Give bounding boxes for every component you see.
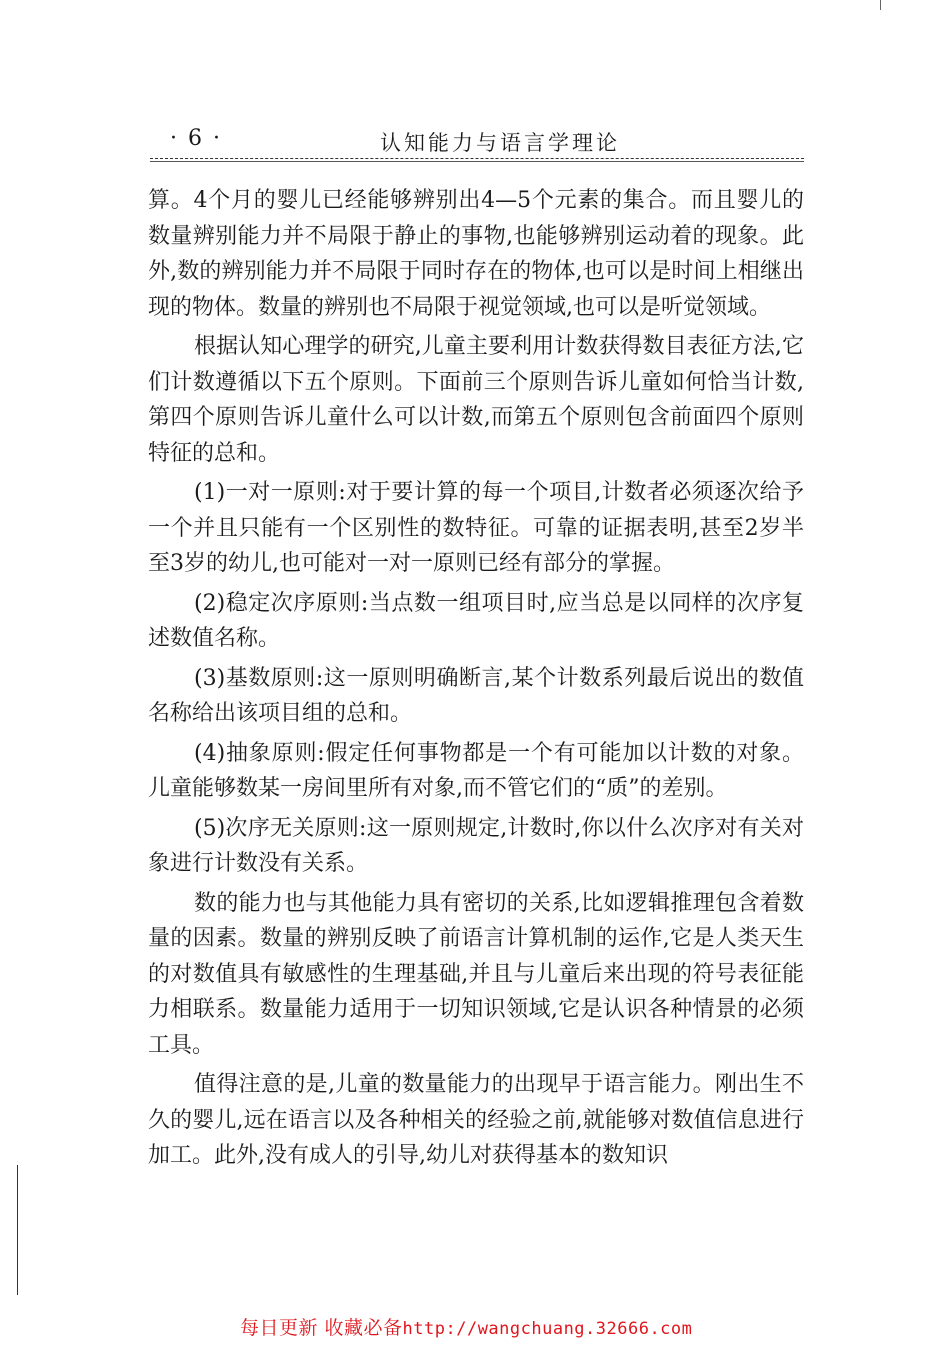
principle-one-to-one: (1)一对一原则:对于要计算的每一个项目,计数者必须逐次给予一个并且只能有一个区别性的数特征。可靠的证据表明,甚至2岁半至3岁的幼儿,也可能对一对一原则已经有部分的掌握。 [148, 480, 804, 576]
paragraph: 数的能力也与其他能力具有密切的关系,比如逻辑推理包含着数量的因素。数量的辨别反映了前语言计算机制的运作,它是人类天生的对数值具有敏感性的生理基础,并且与儿童后来出现的符号表征能力相联系。数量能力适用于一切知识领域,它是认识各种情景的必须工具。 [148, 890, 804, 1058]
watermark-text: 每日更新 收藏必备 [240, 1317, 403, 1339]
header-rule [150, 158, 804, 159]
paragraph-continued: 算。4个月的婴儿已经能够辨别出4—5个元素的集合。而且婴儿的数量辨别能力并不局限于静止的事物,也能够辨别运动着的现象。此外,数的辨别能力并不局限于同时存在的物体,也可以是时间上相继出现的物体。数量的辨别也不局限于视觉领域,也可以是听觉领域。 [148, 188, 804, 320]
body-text [148, 183, 804, 1178]
watermark [240, 1313, 692, 1340]
header-rule-solid [150, 161, 804, 162]
principle-abstraction: (4)抽象原则:假定任何事物都是一个有可能加以计数的对象。儿童能够数某一房间里所有对象,而不管它们的“质”的差别。 [148, 740, 804, 801]
principle-cardinal: (3)基数原则:这一原则明确断言,某个计数系列最后说出的数值名称给出该项目组的总和。 [148, 665, 804, 726]
scan-edge-line [17, 1165, 18, 1295]
watermark-url[interactable]: http://wangchuang.32666.com [402, 1319, 693, 1339]
paragraph: 根据认知心理学的研究,儿童主要利用计数获得数目表征方法,它们计数遵循以下五个原则。下面前三个原则告诉儿童如何恰当计数,第四个原则告诉儿童什么可以计数,而第五个原则包含前面四个原则特征的总和。 [148, 334, 804, 466]
principle-stable-order: (2)稳定次序原则:当点数一组项目时,应当总是以同样的次序复述数值名称。 [148, 590, 804, 651]
corner-mark [880, 0, 881, 10]
running-title: 认知能力与语言学理论 [380, 131, 620, 155]
page-number: · 6 · [170, 126, 222, 151]
paragraph: 值得注意的是,儿童的数量能力的出现早于语言能力。刚出生不久的婴儿,远在语言以及各种相关的经验之前,就能够对数值信息进行加工。此外,没有成人的引导,幼儿对获得基本的数知识 [148, 1072, 804, 1168]
principle-order-irrelevance: (5)次序无关原则:这一原则规定,计数时,你以什么次序对有关对象进行计数没有关系。 [148, 815, 804, 876]
